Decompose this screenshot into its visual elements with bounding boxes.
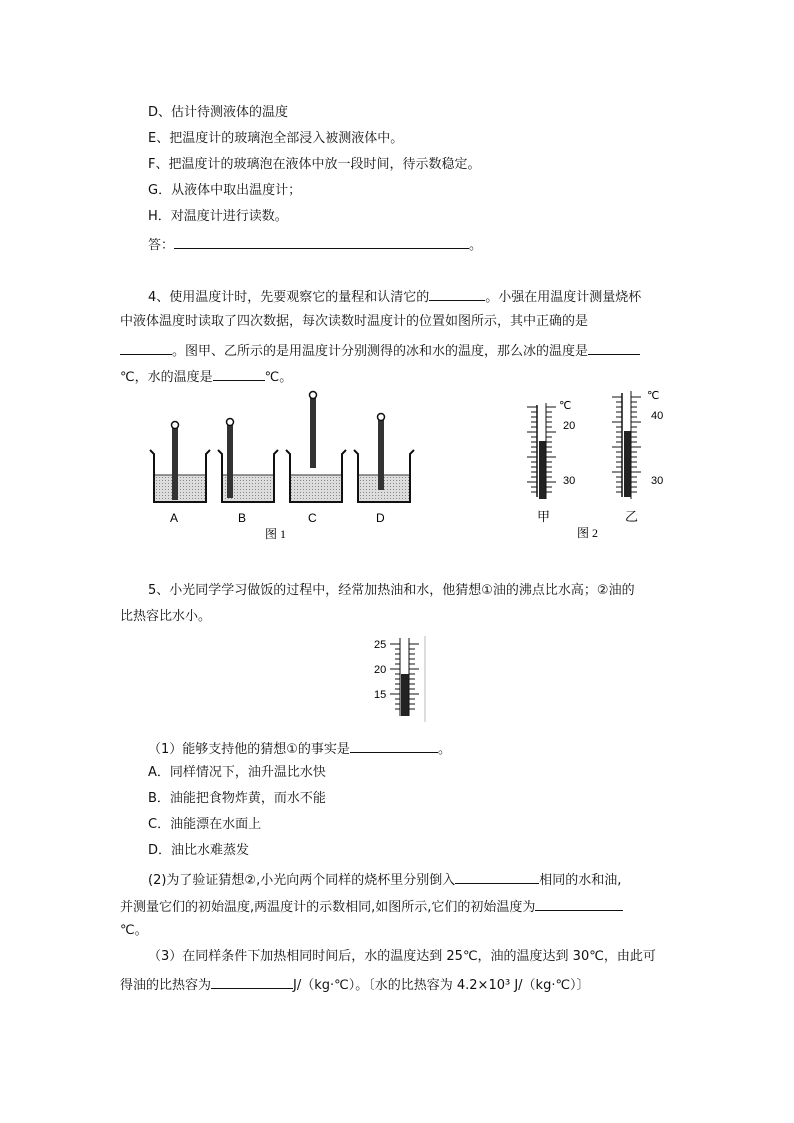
figure-2-caption: 图 2 [577, 526, 599, 540]
ice-temp-blank[interactable] [588, 340, 640, 355]
tick-20: 20 [374, 664, 387, 676]
mass-blank[interactable] [455, 869, 539, 884]
yi-unit: ℃ [647, 390, 660, 402]
tick-25: 25 [374, 639, 387, 651]
q3-option-f: F、把温度计的玻璃泡在液体中放一段时间，待示数稳定。 [148, 157, 481, 172]
jia-tick-20: 20 [563, 420, 576, 432]
q5-intro-1: 5、小光同学学习做饭的过程中，经常加热油和水，他猜想①油的沸点比水高；②油的 [148, 583, 635, 598]
correct-position-blank[interactable] [120, 340, 172, 355]
thermometer-a [172, 428, 178, 500]
beaker-b [218, 419, 278, 526]
beaker-a [150, 422, 210, 526]
q5-part-2-line-2: 并测量它们的初始温度,两温度计的示数相同,如图所示,它们的初始温度为 [120, 896, 623, 917]
q4-line-3: 。图甲、乙所示的是用温度计分别测得的冰和水的温度，那么冰的温度是 [120, 340, 640, 361]
q5-part-3-line-1: （3）在同样条件下加热相同时间后，水的温度达到 25℃，油的温度达到 30℃，由此可 [148, 949, 656, 964]
q3-option-e: E、把温度计的玻璃泡全部浸入被测液体中。 [148, 131, 404, 146]
q5-intro-2: 比热容比水小。 [120, 609, 212, 624]
thermometer-yi [612, 390, 663, 524]
q5-part-2-line-1: (2)为了验证猜想②,小光向两个同样的烧杯里分别倒入 相同的水和油, [148, 869, 621, 890]
thermometer-b [227, 425, 233, 498]
label-a: A [170, 511, 179, 525]
figure-1-caption: 图 1 [265, 527, 287, 541]
yi-tick-40: 40 [651, 410, 664, 422]
q5-option-c: C．油能漂在水面上 [148, 817, 262, 832]
thermometer-c [310, 398, 316, 468]
q5-option-d: D．油比水难蒸发 [148, 843, 250, 858]
q4-line-2: 中液体温度时读取了四次数据，每次读数时温度计的位置如图所示，其中正确的是 [120, 314, 589, 329]
q5-option-a: A．同样情况下，油升温比水快 [148, 765, 326, 780]
q3-option-g: G．从液体中取出温度计； [148, 183, 302, 198]
beaker-c [286, 392, 346, 526]
label-c: C [308, 511, 317, 525]
specific-heat-blank[interactable] [211, 974, 293, 989]
q3-answer-line: 答： 。 [148, 234, 482, 255]
yi-label: 乙 [625, 509, 639, 524]
fact-blank[interactable] [350, 738, 438, 753]
jia-tick-30: 30 [563, 475, 576, 487]
q5-part-2-line-3: ℃。 [120, 923, 148, 938]
q3-option-h: H．对温度计进行读数。 [148, 209, 288, 224]
label-d: D [376, 511, 385, 525]
yi-tick-30: 30 [651, 475, 664, 487]
q3-option-d: D、估计待测液体的温度 [148, 105, 289, 120]
label-b: B [238, 511, 247, 525]
initial-temp-blank[interactable] [535, 896, 623, 911]
figure-2-thermometers [505, 385, 695, 545]
q5-part-3-line-2: 得油的比热容为 J/（kg·℃）。〔水的比热容为 4.2×10³ J/（kg·℃）〕 [120, 974, 590, 995]
thermometer-d [378, 420, 384, 490]
q5-thermometer [370, 636, 432, 722]
division-value-blank[interactable] [429, 286, 485, 301]
q5-part-1: （1）能够支持他的猜想①的事实是 。 [148, 738, 451, 759]
water-temp-blank[interactable] [213, 366, 265, 381]
beaker-d [354, 414, 414, 526]
answer-label: 答： [148, 238, 175, 253]
thermometer-jia [527, 400, 575, 524]
jia-unit: ℃ [559, 400, 572, 412]
answer-blank[interactable] [174, 234, 469, 249]
jia-label: 甲 [537, 509, 551, 524]
q4-line-1: 4、使用温度计时，先要观察它的量程和认清它的 。小强在用温度计测量烧杯 [148, 286, 641, 307]
tick-15: 15 [374, 689, 387, 701]
q5-option-b: B．油能把食物炸黄，而水不能 [148, 791, 326, 806]
figure-1-beakers [140, 380, 420, 545]
q4-line-4: ℃，水的温度是 ℃。 [120, 366, 292, 387]
